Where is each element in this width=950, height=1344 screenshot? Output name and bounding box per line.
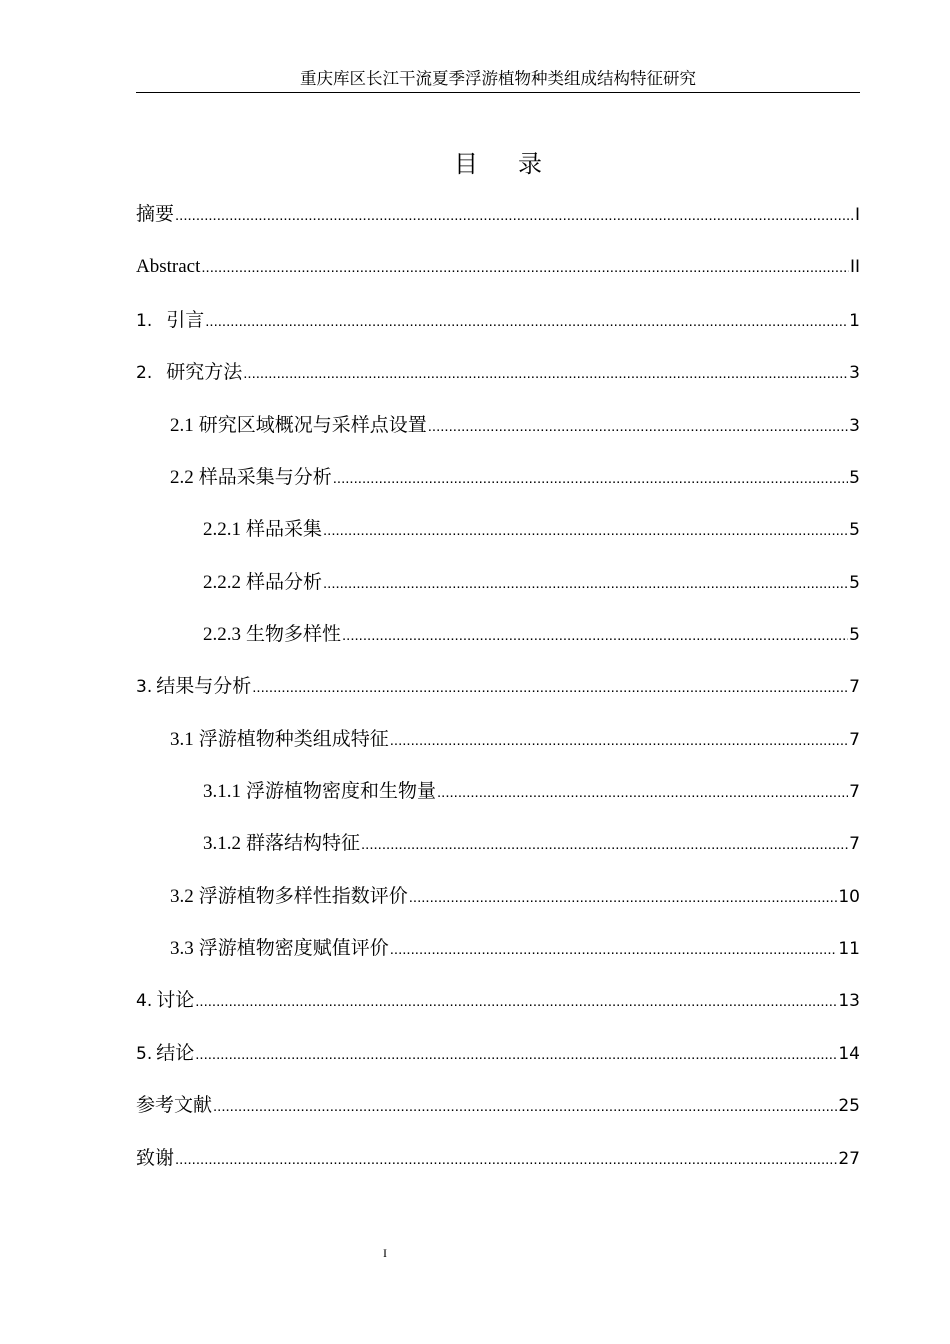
toc-entry-acknowledgements[interactable] bbox=[136, 1144, 860, 1172]
toc-entry-results[interactable] bbox=[136, 672, 860, 700]
toc-leader-dots bbox=[323, 517, 848, 545]
toc-entry-page: 5 bbox=[849, 468, 860, 488]
toc-entry-page: 3 bbox=[849, 416, 860, 436]
toc-entry-number: 3. bbox=[136, 677, 153, 697]
toc-entry-label: 研究方法 bbox=[166, 361, 243, 383]
toc-entry-number: 2.2.3 bbox=[203, 624, 241, 645]
toc-entry-number: 3.2 bbox=[170, 886, 194, 907]
toc-entry-page: 7 bbox=[849, 782, 860, 802]
toc-entry-page: 5 bbox=[849, 520, 860, 540]
toc-entry-3-1-1[interactable] bbox=[203, 777, 860, 805]
toc-entry-page: 14 bbox=[838, 1044, 860, 1064]
toc-entry-2-2-1[interactable] bbox=[203, 515, 860, 543]
toc-leader-dots bbox=[195, 988, 837, 1016]
toc-entry-abstract-cn[interactable] bbox=[136, 200, 860, 228]
toc-entry-3-1[interactable] bbox=[170, 725, 860, 753]
toc-entry-label: 参考文献 bbox=[136, 1094, 213, 1116]
toc-entry-page: 5 bbox=[849, 625, 860, 645]
toc-entry-methods[interactable] bbox=[136, 358, 860, 386]
toc-entry-conclusion[interactable] bbox=[136, 1039, 860, 1067]
running-header: 重庆库区长江干流夏季浮游植物种类组成结构特征研究 bbox=[136, 66, 860, 93]
toc-entry-number: 2. bbox=[136, 363, 153, 383]
toc-title: 目录 bbox=[454, 150, 582, 178]
toc-leader-dots bbox=[437, 779, 848, 807]
toc-entry-page: I bbox=[854, 205, 860, 225]
toc-entry-page: 5 bbox=[849, 573, 860, 593]
toc-leader-dots bbox=[390, 936, 838, 964]
toc-leader-dots bbox=[175, 1146, 837, 1174]
toc-entry-2-2-3[interactable] bbox=[203, 620, 860, 648]
toc-entry-label: 群落结构特征 bbox=[246, 832, 361, 854]
toc-entry-number: 2.2 bbox=[170, 467, 194, 488]
toc-entry-label: 结论 bbox=[156, 1042, 195, 1064]
toc-entry-2-1[interactable] bbox=[170, 411, 860, 439]
toc-entry-label: 样品采集 bbox=[246, 518, 323, 540]
toc-entry-label: 致谢 bbox=[136, 1147, 175, 1169]
toc-entry-page: 1 bbox=[849, 311, 860, 331]
toc-entry-label: Abstract bbox=[136, 256, 201, 277]
toc-entry-label: 结果与分析 bbox=[156, 675, 252, 697]
toc-entry-page: 10 bbox=[838, 887, 860, 907]
toc-leader-dots bbox=[361, 831, 848, 859]
toc-entry-number: 2.2.2 bbox=[203, 572, 241, 593]
toc-entry-page: 7 bbox=[849, 834, 860, 854]
toc-entry-label: 样品采集与分析 bbox=[198, 466, 332, 488]
toc-entry-discussion[interactable] bbox=[136, 986, 860, 1014]
toc-entry-page: 7 bbox=[849, 677, 860, 697]
toc-entry-introduction[interactable] bbox=[136, 306, 860, 334]
toc-leader-dots bbox=[205, 308, 848, 336]
toc-leader-dots bbox=[195, 1041, 837, 1069]
toc-entry-label: 浮游植物密度赋值评价 bbox=[198, 937, 389, 959]
toc-entry-3-1-2[interactable] bbox=[203, 829, 860, 857]
toc-entry-number: 3.1.2 bbox=[203, 833, 241, 854]
toc-entry-page: 3 bbox=[849, 363, 860, 383]
toc-entry-label: 浮游植物多样性指数评价 bbox=[198, 885, 408, 907]
toc-entry-3-2[interactable] bbox=[170, 882, 860, 910]
toc-leader-dots bbox=[409, 884, 838, 912]
toc-entry-page: 25 bbox=[838, 1096, 860, 1116]
toc-entry-page: II bbox=[849, 257, 860, 277]
toc-entry-page: 7 bbox=[849, 730, 860, 750]
page-number-footer: I bbox=[383, 1246, 387, 1260]
toc-leader-dots bbox=[323, 570, 848, 598]
toc-leader-dots bbox=[243, 360, 848, 388]
toc-entry-label: 研究区域概况与采样点设置 bbox=[198, 414, 427, 436]
toc-entry-label: 讨论 bbox=[156, 989, 195, 1011]
toc-entry-number: 3.1 bbox=[170, 729, 194, 750]
toc-leader-dots bbox=[390, 727, 848, 755]
toc-entry-label: 浮游植物种类组成特征 bbox=[198, 728, 389, 750]
toc-entry-number: 2.1 bbox=[170, 415, 194, 436]
toc-entry-label: 浮游植物密度和生物量 bbox=[246, 780, 437, 802]
toc-leader-dots bbox=[428, 413, 848, 441]
toc-entry-label: 引言 bbox=[166, 309, 205, 331]
toc-entry-page: 27 bbox=[838, 1149, 860, 1169]
toc-entry-2-2[interactable] bbox=[170, 463, 860, 491]
toc-leader-dots bbox=[175, 202, 854, 230]
toc-entry-3-3[interactable] bbox=[170, 934, 860, 962]
toc-entry-number: 1. bbox=[136, 311, 153, 331]
toc-entry-number: 3.1.1 bbox=[203, 781, 241, 802]
toc-entry-references[interactable] bbox=[136, 1091, 860, 1119]
toc-leader-dots bbox=[252, 674, 848, 702]
toc-entry-2-2-2[interactable] bbox=[203, 568, 860, 596]
toc-leader-dots bbox=[333, 465, 848, 493]
toc-entry-number: 2.2.1 bbox=[203, 519, 241, 540]
toc-entry-number: 5. bbox=[136, 1044, 153, 1064]
toc-entry-number: 4. bbox=[136, 991, 153, 1011]
toc-entry-label: 生物多样性 bbox=[246, 623, 342, 645]
toc-entry-label: 样品分析 bbox=[246, 571, 323, 593]
toc-entry-abstract-en[interactable] bbox=[136, 253, 860, 281]
toc-entry-label: 摘要 bbox=[136, 203, 175, 225]
toc-entry-page: 11 bbox=[838, 939, 860, 959]
toc-entry-page: 13 bbox=[838, 991, 860, 1011]
toc-leader-dots bbox=[342, 622, 848, 650]
toc-entry-number: 3.3 bbox=[170, 938, 194, 959]
toc-leader-dots bbox=[201, 254, 849, 282]
toc-leader-dots bbox=[213, 1093, 837, 1121]
